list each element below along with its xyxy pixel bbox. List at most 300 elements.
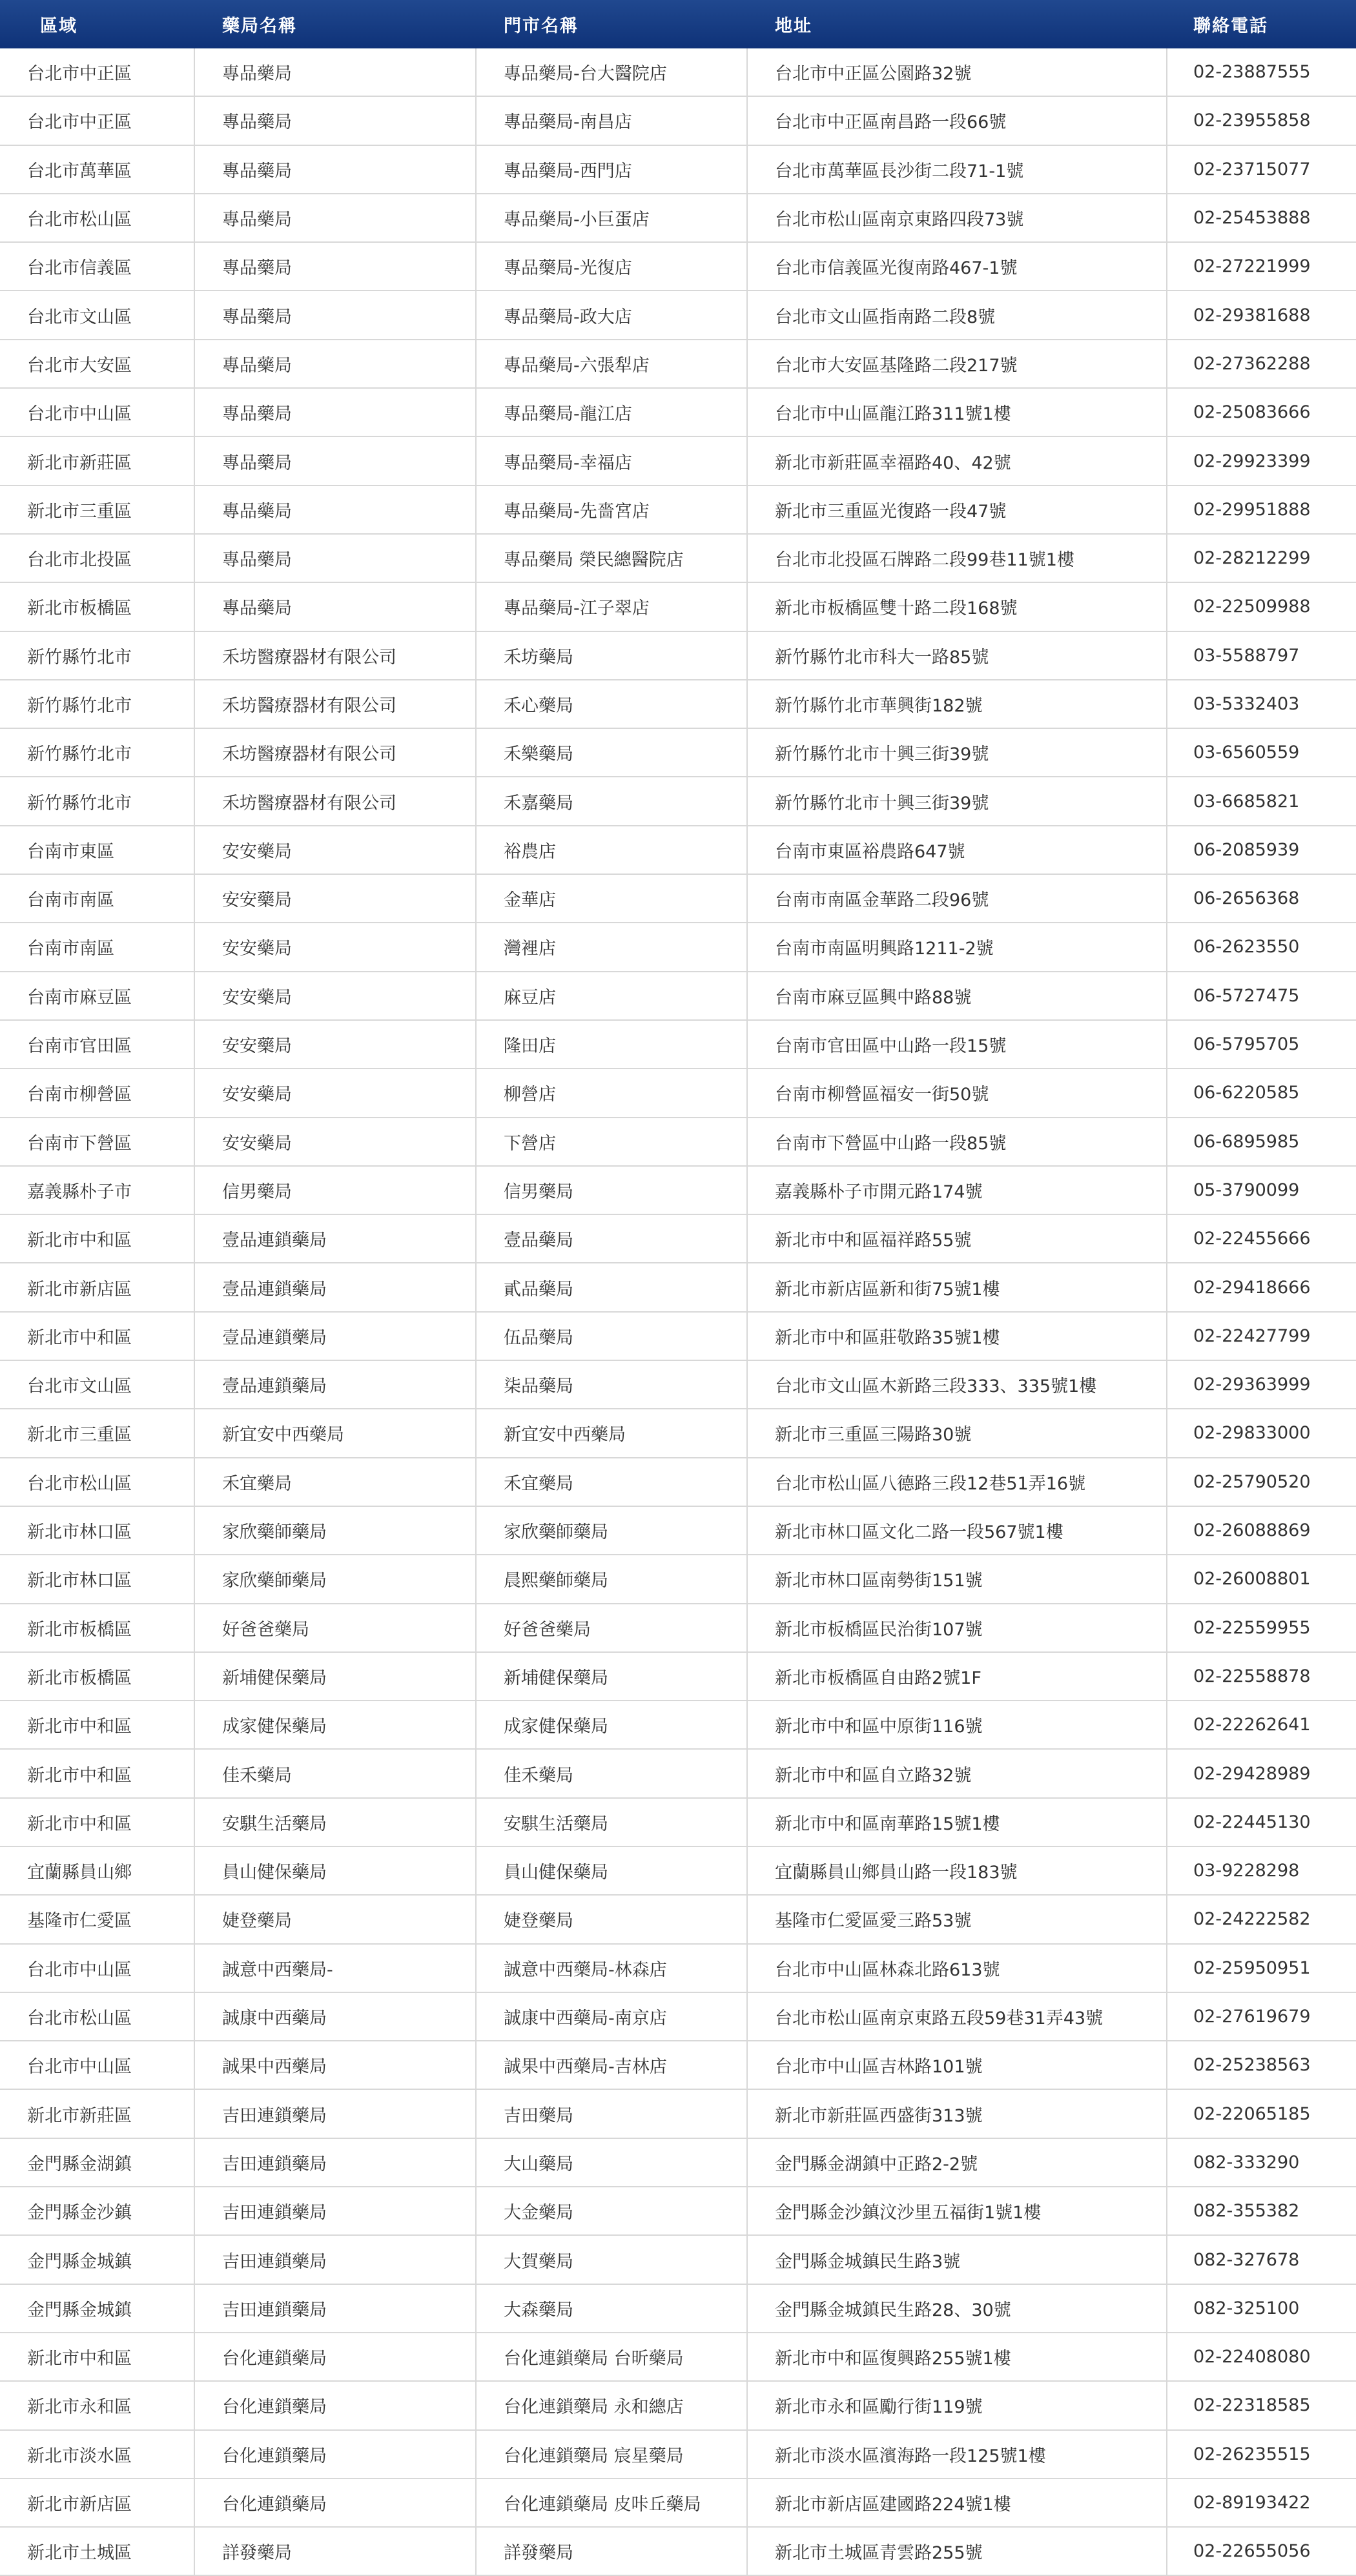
cell-address: 台南市官田區中山路一段15號: [748, 1021, 1167, 1068]
cell-address: 台北市大安區基隆路二段217號: [748, 340, 1167, 387]
cell-phone: 02-27619679: [1193, 2007, 1311, 2027]
cell-pharmacy-name: 安安藥局: [195, 972, 477, 1019]
cell-pharmacy-name: 安安藥局: [195, 1021, 477, 1068]
cell-phone: 06-5727475: [1193, 985, 1300, 1006]
cell-address: 新北市三重區光復路一段47號: [748, 486, 1167, 533]
cell-store-name: 禾樂藥局: [477, 729, 748, 776]
cell-phone: 02-26235515: [1193, 2444, 1311, 2464]
cell-region: 台北市中山區: [0, 1945, 195, 1992]
cell-pharmacy-name: 專品藥局: [195, 97, 477, 144]
cell-pharmacy-name: 專品藥局: [195, 486, 477, 533]
cell-address: 台北市中正區公園路32號: [748, 48, 1167, 96]
cell-pharmacy-name: 專品藥局: [195, 48, 477, 96]
cell-address: 新竹縣竹北市科大一路85號: [748, 632, 1167, 679]
cell-region: 台北市文山區: [0, 291, 195, 338]
cell-phone: 02-27221999: [1193, 256, 1311, 277]
cell-store-name: 專品藥局-龍江店: [477, 389, 748, 436]
cell-address: 台北市松山區南京東路四段73號: [748, 194, 1167, 241]
cell-pharmacy-name: 信男藥局: [195, 1167, 477, 1214]
cell-region: 台北市北投區: [0, 535, 195, 582]
table-row: [0, 1409, 1356, 1458]
cell-pharmacy-name: 禾坊醫療器材有限公司: [195, 777, 477, 824]
cell-phone: 02-25453888: [1193, 208, 1311, 229]
table-row: [0, 194, 1356, 243]
cell-address: 新北市板橋區自由路2號1F: [748, 1653, 1167, 1700]
cell-store-name: 台化連鎖藥局 永和總店: [477, 2382, 748, 2429]
cell-store-name: 新宜安中西藥局: [477, 1409, 748, 1457]
table-row: [0, 1653, 1356, 1701]
cell-region: 台北市中正區: [0, 97, 195, 144]
cell-pharmacy-name: 安安藥局: [195, 923, 477, 970]
table-row: [0, 1701, 1356, 1750]
cell-address: 台北市北投區石牌路二段99巷11號1樓: [748, 535, 1167, 582]
table-row: [0, 535, 1356, 583]
cell-region: 新北市中和區: [0, 1215, 195, 1262]
cell-address: 台北市中正區南昌路一段66號: [748, 97, 1167, 144]
cell-region: 新北市新店區: [0, 2479, 195, 2526]
table-row: [0, 2139, 1356, 2187]
cell-phone: 02-29363999: [1193, 1375, 1311, 1395]
cell-phone: 02-22655056: [1193, 2541, 1311, 2562]
cell-store-name: 誠康中西藥局-南京店: [477, 1993, 748, 2040]
cell-address: 台北市中山區林森北路613號: [748, 1945, 1167, 1992]
table-row: [0, 146, 1356, 194]
cell-pharmacy-name: 禾宜藥局: [195, 1458, 477, 1506]
cell-store-name: 柒品藥局: [477, 1361, 748, 1408]
cell-store-name: 家欣藥師藥局: [477, 1507, 748, 1554]
cell-phone: 02-27362288: [1193, 353, 1311, 374]
cell-store-name: 隆田店: [477, 1021, 748, 1068]
cell-store-name: 大賀藥局: [477, 2236, 748, 2283]
table-row: [0, 1847, 1356, 1896]
cell-phone: 082-325100: [1193, 2298, 1300, 2318]
table-row: [0, 97, 1356, 145]
header-phone: 聯絡電話: [1193, 16, 1268, 36]
cell-phone: 06-6895985: [1193, 1131, 1300, 1152]
cell-pharmacy-name: 家欣藥師藥局: [195, 1507, 477, 1554]
cell-phone: 02-22445130: [1193, 1812, 1311, 1832]
cell-phone: 03-9228298: [1193, 1861, 1300, 1881]
table-row: [0, 1167, 1356, 1215]
cell-phone: 02-29833000: [1193, 1423, 1311, 1444]
cell-pharmacy-name: 安安藥局: [195, 875, 477, 922]
cell-store-name: 誠意中西藥局-林森店: [477, 1945, 748, 1992]
table-row: [0, 243, 1356, 291]
table-row: [0, 486, 1356, 535]
table-row: [0, 2479, 1356, 2528]
cell-store-name: 安騏生活藥局: [477, 1799, 748, 1846]
cell-pharmacy-name: 員山健保藥局: [195, 1847, 477, 1894]
cell-phone: 02-23715077: [1193, 159, 1311, 179]
cell-store-name: 大山藥局: [477, 2139, 748, 2186]
table-row: [0, 777, 1356, 826]
cell-region: 新北市中和區: [0, 1750, 195, 1797]
cell-address: 台北市信義區光復南路467-1號: [748, 243, 1167, 290]
table-row: [0, 291, 1356, 340]
cell-region: 新北市中和區: [0, 1313, 195, 1360]
cell-region: 台南市東區: [0, 826, 195, 874]
cell-region: 台北市中正區: [0, 48, 195, 96]
cell-region: 台北市大安區: [0, 340, 195, 387]
header-store-name: 門市名稱: [504, 16, 579, 36]
cell-phone: 06-6220585: [1193, 1083, 1300, 1103]
cell-region: 新北市中和區: [0, 1799, 195, 1846]
table-row: [0, 1069, 1356, 1118]
cell-pharmacy-name: 專品藥局: [195, 535, 477, 582]
cell-store-name: 專品藥局-江子翠店: [477, 583, 748, 630]
cell-region: 新北市淡水區: [0, 2431, 195, 2478]
cell-address: 台北市中山區吉林路101號: [748, 2041, 1167, 2089]
cell-pharmacy-name: 吉田連鎖藥局: [195, 2236, 477, 2283]
cell-phone: 02-28212299: [1193, 548, 1311, 569]
cell-store-name: 台化連鎖藥局 宸星藥局: [477, 2431, 748, 2478]
header-address: 地址: [775, 16, 812, 36]
table-row: [0, 2090, 1356, 2138]
cell-pharmacy-name: 詳發藥局: [195, 2528, 477, 2575]
cell-region: 台北市松山區: [0, 1458, 195, 1506]
cell-region: 台北市信義區: [0, 243, 195, 290]
cell-pharmacy-name: 新埔健保藥局: [195, 1653, 477, 1700]
cell-phone: 02-29428989: [1193, 1763, 1311, 1784]
table-row: [0, 1993, 1356, 2041]
cell-store-name: 專品藥局-政大店: [477, 291, 748, 338]
cell-store-name: 專品藥局-南昌店: [477, 97, 748, 144]
cell-store-name: 金華店: [477, 875, 748, 922]
cell-region: 新北市中和區: [0, 1701, 195, 1748]
cell-phone: 02-25083666: [1193, 402, 1311, 423]
cell-region: 台北市文山區: [0, 1361, 195, 1408]
cell-region: 台南市官田區: [0, 1021, 195, 1068]
cell-store-name: 專品藥局-幸福店: [477, 437, 748, 484]
cell-phone: 02-26008801: [1193, 1569, 1311, 1590]
cell-pharmacy-name: 壹品連鎖藥局: [195, 1263, 477, 1311]
cell-phone: 02-25790520: [1193, 1471, 1311, 1492]
cell-pharmacy-name: 禾坊醫療器材有限公司: [195, 729, 477, 776]
cell-region: 台南市麻豆區: [0, 972, 195, 1019]
cell-phone: 03-6685821: [1193, 791, 1300, 812]
cell-pharmacy-name: 台化連鎖藥局: [195, 2382, 477, 2429]
table-row: [0, 826, 1356, 875]
cell-address: 台南市麻豆區興中路88號: [748, 972, 1167, 1019]
cell-store-name: 禾宜藥局: [477, 1458, 748, 1506]
table-row: [0, 2333, 1356, 2382]
cell-pharmacy-name: 台化連鎖藥局: [195, 2333, 477, 2380]
cell-pharmacy-name: 台化連鎖藥局: [195, 2479, 477, 2526]
cell-address: 台南市南區金華路二段96號: [748, 875, 1167, 922]
cell-pharmacy-name: 新宜安中西藥局: [195, 1409, 477, 1457]
table-row: [0, 1555, 1356, 1604]
cell-address: 台南市柳營區福安一街50號: [748, 1069, 1167, 1116]
table-row: [0, 1604, 1356, 1653]
cell-store-name: 大森藥局: [477, 2285, 748, 2332]
cell-pharmacy-name: 誠康中西藥局: [195, 1993, 477, 2040]
table-row: [0, 1458, 1356, 1507]
cell-store-name: 晨熙藥師藥局: [477, 1555, 748, 1602]
cell-store-name: 佳禾藥局: [477, 1750, 748, 1797]
cell-store-name: 成家健保藥局: [477, 1701, 748, 1748]
cell-phone: 02-29381688: [1193, 305, 1311, 325]
cell-phone: 03-6560559: [1193, 742, 1300, 763]
cell-pharmacy-name: 安安藥局: [195, 1069, 477, 1116]
cell-store-name: 台化連鎖藥局 台昕藥局: [477, 2333, 748, 2380]
table-row: [0, 680, 1356, 729]
cell-phone: 05-3790099: [1193, 1180, 1300, 1200]
cell-region: 台北市中山區: [0, 2041, 195, 2089]
cell-address: 台北市文山區指南路二段8號: [748, 291, 1167, 338]
cell-address: 台南市南區明興路1211-2號: [748, 923, 1167, 970]
cell-phone: 02-29418666: [1193, 1277, 1311, 1298]
cell-phone: 02-23887555: [1193, 62, 1311, 83]
cell-address: 新北市土城區青雲路255號: [748, 2528, 1167, 2575]
cell-store-name: 吉田藥局: [477, 2090, 748, 2137]
cell-region: 台北市中山區: [0, 389, 195, 436]
cell-pharmacy-name: 禾坊醫療器材有限公司: [195, 632, 477, 679]
table-row: [0, 1896, 1356, 1944]
cell-address: 新北市中和區復興路255號1樓: [748, 2333, 1167, 2380]
cell-address: 新北市新莊區西盛街313號: [748, 2090, 1167, 2137]
cell-region: 金門縣金沙鎮: [0, 2187, 195, 2234]
cell-address: 金門縣金湖鎮中正路2-2號: [748, 2139, 1167, 2186]
cell-region: 新北市中和區: [0, 2333, 195, 2380]
cell-address: 新北市中和區莊敬路35號1樓: [748, 1313, 1167, 1360]
table-row: [0, 632, 1356, 680]
cell-address: 新竹縣竹北市十興三街39號: [748, 729, 1167, 776]
cell-pharmacy-name: 安安藥局: [195, 826, 477, 874]
cell-store-name: 柳營店: [477, 1069, 748, 1116]
cell-address: 新北市中和區自立路32號: [748, 1750, 1167, 1797]
table-row: [0, 2041, 1356, 2090]
header-region: 區域: [40, 16, 77, 36]
cell-phone: 02-22262641: [1193, 1715, 1311, 1735]
table-row: [0, 2285, 1356, 2333]
cell-pharmacy-name: 專品藥局: [195, 389, 477, 436]
cell-store-name: 員山健保藥局: [477, 1847, 748, 1894]
cell-phone: 082-333290: [1193, 2152, 1300, 2172]
cell-pharmacy-name: 安騏生活藥局: [195, 1799, 477, 1846]
cell-phone: 06-2656368: [1193, 888, 1300, 909]
table-row: [0, 1313, 1356, 1361]
cell-region: 台南市柳營區: [0, 1069, 195, 1116]
cell-store-name: 專品藥局-西門店: [477, 146, 748, 193]
cell-pharmacy-name: 婕登藥局: [195, 1896, 477, 1943]
cell-phone: 02-22559955: [1193, 1617, 1311, 1638]
table-row: [0, 2382, 1356, 2430]
cell-address: 新北市中和區中原街116號: [748, 1701, 1167, 1748]
table-row: [0, 437, 1356, 486]
cell-store-name: 灣裡店: [477, 923, 748, 970]
cell-region: 新北市土城區: [0, 2528, 195, 2575]
cell-address: 新北市板橋區民治街107號: [748, 1604, 1167, 1651]
cell-region: 新竹縣竹北市: [0, 729, 195, 776]
cell-pharmacy-name: 專品藥局: [195, 437, 477, 484]
cell-address: 新北市林口區南勢街151號: [748, 1555, 1167, 1602]
cell-pharmacy-name: 誠意中西藥局-: [195, 1945, 477, 1992]
cell-pharmacy-name: 專品藥局: [195, 340, 477, 387]
cell-phone: 03-5332403: [1193, 694, 1300, 714]
cell-store-name: 專品藥局-六張犁店: [477, 340, 748, 387]
cell-store-name: 下營店: [477, 1118, 748, 1165]
cell-phone: 02-22408080: [1193, 2347, 1311, 2367]
cell-phone: 02-22455666: [1193, 1229, 1311, 1249]
table-row: [0, 1118, 1356, 1167]
cell-region: 新北市林口區: [0, 1555, 195, 1602]
cell-store-name: 新埔健保藥局: [477, 1653, 748, 1700]
table-row: [0, 1799, 1356, 1847]
cell-store-name: 大金藥局: [477, 2187, 748, 2234]
table-row: [0, 389, 1356, 437]
cell-address: 嘉義縣朴子市開元路174號: [748, 1167, 1167, 1214]
cell-pharmacy-name: 吉田連鎖藥局: [195, 2090, 477, 2137]
cell-pharmacy-name: 壹品連鎖藥局: [195, 1361, 477, 1408]
cell-pharmacy-name: 專品藥局: [195, 291, 477, 338]
cell-phone: 02-29951888: [1193, 499, 1311, 520]
table-row: [0, 923, 1356, 972]
cell-phone: 02-22318585: [1193, 2395, 1311, 2416]
cell-region: 新北市板橋區: [0, 583, 195, 630]
cell-store-name: 專品藥局-光復店: [477, 243, 748, 290]
table-row: [0, 1021, 1356, 1069]
table-row: [0, 729, 1356, 777]
cell-phone: 06-5795705: [1193, 1034, 1300, 1055]
cell-pharmacy-name: 佳禾藥局: [195, 1750, 477, 1797]
cell-address: 新北市中和區福祥路55號: [748, 1215, 1167, 1262]
table-row: [0, 972, 1356, 1021]
cell-address: 台北市松山區八德路三段12巷51弄16號: [748, 1458, 1167, 1506]
header-pharmacy-name: 藥局名稱: [222, 16, 297, 36]
table-row: [0, 1945, 1356, 1993]
cell-phone: 02-23955858: [1193, 110, 1311, 131]
cell-store-name: 台化連鎖藥局 皮咔丘藥局: [477, 2479, 748, 2526]
cell-phone: 02-26088869: [1193, 1520, 1311, 1541]
table-header: [0, 0, 1356, 48]
cell-phone: 02-24222582: [1193, 1909, 1311, 1930]
cell-address: 新北市新店區建國路224號1樓: [748, 2479, 1167, 2526]
cell-phone: 02-89193422: [1193, 2492, 1311, 2513]
cell-region: 台南市南區: [0, 923, 195, 970]
cell-region: 新北市新店區: [0, 1263, 195, 1311]
cell-store-name: 婕登藥局: [477, 1896, 748, 1943]
cell-pharmacy-name: 安安藥局: [195, 1118, 477, 1165]
cell-region: 宜蘭縣員山鄉: [0, 1847, 195, 1894]
cell-address: 新北市永和區勵行街119號: [748, 2382, 1167, 2429]
cell-address: 新竹縣竹北市十興三街39號: [748, 777, 1167, 824]
cell-store-name: 禾嘉藥局: [477, 777, 748, 824]
cell-store-name: 信男藥局: [477, 1167, 748, 1214]
table-row: [0, 875, 1356, 923]
cell-pharmacy-name: 台化連鎖藥局: [195, 2431, 477, 2478]
cell-pharmacy-name: 專品藥局: [195, 243, 477, 290]
cell-address: 新北市中和區南華路15號1樓: [748, 1799, 1167, 1846]
cell-pharmacy-name: 家欣藥師藥局: [195, 1555, 477, 1602]
table-row: [0, 2187, 1356, 2236]
cell-region: 新北市板橋區: [0, 1653, 195, 1700]
cell-pharmacy-name: 好爸爸藥局: [195, 1604, 477, 1651]
cell-address: 新北市新莊區幸福路40、42號: [748, 437, 1167, 484]
cell-region: 台北市松山區: [0, 194, 195, 241]
cell-pharmacy-name: 成家健保藥局: [195, 1701, 477, 1748]
cell-region: 新北市三重區: [0, 486, 195, 533]
cell-region: 新北市新莊區: [0, 2090, 195, 2137]
cell-store-name: 好爸爸藥局: [477, 1604, 748, 1651]
cell-region: 新北市林口區: [0, 1507, 195, 1554]
cell-region: 金門縣金城鎮: [0, 2236, 195, 2283]
table-row: [0, 1750, 1356, 1798]
cell-region: 新北市永和區: [0, 2382, 195, 2429]
table-row: [0, 48, 1356, 97]
cell-address: 新北市淡水區濱海路一段125號1樓: [748, 2431, 1167, 2478]
cell-address: 金門縣金沙鎮汶沙里五福街1號1樓: [748, 2187, 1167, 2234]
cell-address: 金門縣金城鎮民生路3號: [748, 2236, 1167, 2283]
cell-store-name: 麻豆店: [477, 972, 748, 1019]
cell-pharmacy-name: 壹品連鎖藥局: [195, 1313, 477, 1360]
cell-pharmacy-name: 吉田連鎖藥局: [195, 2187, 477, 2234]
cell-phone: 02-22427799: [1193, 1325, 1311, 1346]
cell-store-name: 禾心藥局: [477, 680, 748, 728]
cell-region: 台南市南區: [0, 875, 195, 922]
cell-phone: 02-22558878: [1193, 1666, 1311, 1686]
cell-region: 金門縣金湖鎮: [0, 2139, 195, 2186]
cell-pharmacy-name: 專品藥局: [195, 146, 477, 193]
cell-address: 台南市下營區中山路一段85號: [748, 1118, 1167, 1165]
cell-store-name: 專品藥局 榮民總醫院店: [477, 535, 748, 582]
cell-pharmacy-name: 吉田連鎖藥局: [195, 2139, 477, 2186]
table-body: [0, 48, 1356, 2576]
cell-region: 嘉義縣朴子市: [0, 1167, 195, 1214]
cell-region: 台北市萬華區: [0, 146, 195, 193]
cell-address: 台北市中山區龍江路311號1樓: [748, 389, 1167, 436]
cell-region: 新竹縣竹北市: [0, 632, 195, 679]
cell-pharmacy-name: 壹品連鎖藥局: [195, 1215, 477, 1262]
table-row: [0, 1361, 1356, 1409]
cell-phone: 06-2085939: [1193, 839, 1300, 860]
cell-phone: 02-29923399: [1193, 451, 1311, 471]
cell-store-name: 詳發藥局: [477, 2528, 748, 2575]
cell-address: 基隆市仁愛區愛三路53號: [748, 1896, 1167, 1943]
cell-region: 新北市三重區: [0, 1409, 195, 1457]
cell-pharmacy-name: 吉田連鎖藥局: [195, 2285, 477, 2332]
cell-region: 台北市松山區: [0, 1993, 195, 2040]
cell-phone: 082-327678: [1193, 2249, 1300, 2270]
cell-phone: 02-22509988: [1193, 597, 1311, 617]
cell-store-name: 裕農店: [477, 826, 748, 874]
cell-phone: 02-25950951: [1193, 1958, 1311, 1978]
cell-store-name: 壹品藥局: [477, 1215, 748, 1262]
cell-store-name: 專品藥局-先嗇宮店: [477, 486, 748, 533]
cell-pharmacy-name: 禾坊醫療器材有限公司: [195, 680, 477, 728]
cell-address: 台南市東區裕農路647號: [748, 826, 1167, 874]
cell-address: 新北市新店區新和街75號1樓: [748, 1263, 1167, 1311]
cell-address: 金門縣金城鎮民生路28、30號: [748, 2285, 1167, 2332]
table-row: [0, 583, 1356, 631]
cell-pharmacy-name: 誠果中西藥局: [195, 2041, 477, 2089]
table-row: [0, 2528, 1356, 2576]
cell-region: 台南市下營區: [0, 1118, 195, 1165]
cell-address: 新竹縣竹北市華興街182號: [748, 680, 1167, 728]
cell-address: 新北市板橋區雙十路二段168號: [748, 583, 1167, 630]
cell-address: 新北市林口區文化二路一段567號1樓: [748, 1507, 1167, 1554]
cell-address: 台北市松山區南京東路五段59巷31弄43號: [748, 1993, 1167, 2040]
cell-region: 金門縣金城鎮: [0, 2285, 195, 2332]
table-row: [0, 1263, 1356, 1312]
cell-store-name: 伍品藥局: [477, 1313, 748, 1360]
cell-pharmacy-name: 專品藥局: [195, 583, 477, 630]
table-row: [0, 1507, 1356, 1555]
table-row: [0, 2236, 1356, 2284]
table-row: [0, 2431, 1356, 2479]
cell-phone: 03-5588797: [1193, 645, 1300, 666]
table-row: [0, 1215, 1356, 1263]
cell-store-name: 專品藥局-小巨蛋店: [477, 194, 748, 241]
